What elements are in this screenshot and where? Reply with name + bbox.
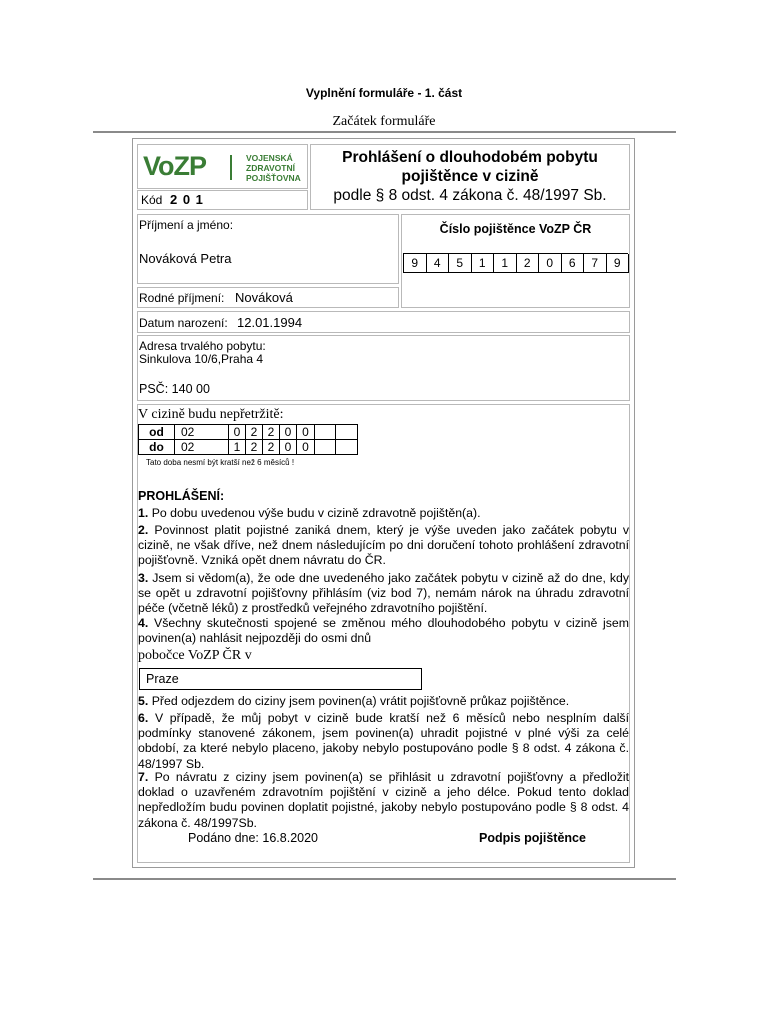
point-number: 5.: [138, 694, 149, 708]
birth-surname-box: [137, 287, 399, 308]
declaration-heading: PROHLÁŠENÍ:: [138, 489, 225, 503]
insured-digit-cell[interactable]: 7: [584, 254, 607, 273]
from-cell[interactable]: 0: [297, 425, 315, 440]
logo-divider: [230, 155, 232, 180]
stay-label: V cizině budu nepřetržitě:: [138, 407, 284, 422]
insured-digit-cell[interactable]: 2: [517, 254, 540, 273]
name-label: Příjmení a jméno:: [139, 218, 234, 232]
insured-digit-cell[interactable]: 0: [539, 254, 562, 273]
section-heading: Vyplnění formuláře - 1. část: [305, 86, 463, 100]
submitted-value[interactable]: 16.8.2020: [262, 831, 318, 845]
to-label: do: [139, 440, 175, 455]
point-number: 2.: [138, 523, 149, 537]
postal-code-value: 140 00: [171, 382, 210, 396]
from-cell[interactable]: [315, 425, 336, 440]
form-title-line1: Prohlášení o dlouhodobém pobytu: [342, 149, 598, 166]
form-title-line2: pojištěnce v cizině: [401, 168, 539, 185]
title-box: [310, 144, 630, 210]
declaration-point-3: [138, 571, 629, 617]
declaration-point-6: [138, 711, 629, 772]
postal-code[interactable]: [139, 382, 210, 396]
form-title-line3: podle § 8 odst. 4 zákona č. 48/1997 Sb.: [333, 187, 607, 204]
insured-number-label: Číslo pojištěnce VoZP ČR: [439, 222, 592, 236]
branch-input[interactable]: [139, 668, 422, 690]
point-number: 7.: [138, 770, 149, 784]
logo-box: [137, 144, 308, 189]
point-number: 1.: [138, 506, 149, 520]
point-number: 4.: [138, 616, 149, 630]
form-start-label: Začátek formuláře: [332, 114, 436, 129]
name-value[interactable]: Nováková Petra: [139, 251, 232, 266]
point-text: Povinnost platit pojistné zaniká dnem, který je výše uveden jako začátek pobytu v cizině, ne však dříve, než dnem následujícím po dni doručení tohoto prohlášení zdravotní pojišťovně. Vzniká opět dnem návratu do ČR.: [138, 523, 629, 568]
bottom-rule: [93, 878, 676, 880]
to-cell[interactable]: 2: [246, 440, 263, 455]
insured-digit-cell[interactable]: 9: [404, 254, 427, 273]
from-cell[interactable]: 2: [263, 425, 280, 440]
address-label: Adresa trvalého pobytu:: [139, 339, 266, 353]
point-text: Před odjezdem do ciziny jsem povinen(a) vrátit pojišťovně průkaz pojištěnce.: [151, 694, 570, 708]
stay-note: Tato doba nesmí být kratší než 6 měsíců !: [146, 458, 295, 467]
branch-label: pobočce VoZP ČR v: [138, 648, 252, 663]
point-text: V případě, že můj pobyt v cizině bude kratší než 6 měsíců nebo nesplním další podmínky stanovené zákonem, jsem povinen(a) uhradit pojistné v plné výši za celé období, za které nebylo placeno, jakoby nebylo postupováno podle § 8 odst. 4 zákona č. 48/1997 Sb.: [138, 711, 629, 771]
birth-surname-value[interactable]: Nováková: [235, 290, 293, 305]
code-box: [137, 190, 308, 210]
code-value: 2 0 1: [170, 192, 204, 207]
from-cell[interactable]: 0: [229, 425, 246, 440]
branch-value: Praze: [146, 672, 179, 686]
vozp-logo: VoZP: [143, 151, 206, 181]
address-box: [137, 335, 630, 401]
declaration-point-4: [138, 616, 629, 646]
point-text: Po dobu uvedenou výše budu v cizině zdravotně pojištěn(a).: [151, 506, 481, 520]
code-label: Kód: [141, 193, 163, 207]
point-number: 3.: [138, 571, 149, 585]
from-cell[interactable]: [336, 425, 358, 440]
declaration-point-2: [138, 523, 629, 569]
point-number: 6.: [138, 711, 149, 725]
stay-table: [138, 424, 358, 455]
birth-date-label: Datum narození:: [139, 316, 228, 330]
to-day[interactable]: 02: [175, 440, 229, 455]
insured-digit-cell[interactable]: 4: [427, 254, 450, 273]
point-text: Jsem si vědom(a), že ode dne uvedeného jako začátek pobytu v cizině až do dne, kdy se opět u zdravotní pojišťovny přihlásím (viz bod 7), nemám nárok na úhradu zdravotní péče (včetně léků) z prostředků veřejného zdravotního pojištění.: [138, 571, 630, 616]
from-label: od: [139, 425, 175, 440]
from-cell[interactable]: 0: [280, 425, 297, 440]
declaration-point-7: [138, 770, 629, 831]
insured-digit-cell[interactable]: 1: [494, 254, 517, 273]
declaration-point-5: [138, 694, 629, 709]
declaration-point-1: [138, 506, 629, 521]
birth-surname-label: Rodné příjmení:: [139, 291, 225, 305]
birth-date-box: [137, 311, 630, 333]
logo-text: VOJENSKÁ ZDRAVOTNÍ POJIŠŤOVNA: [246, 153, 301, 183]
name-box: [137, 214, 399, 284]
point-text: Všechny skutečnosti spojené se změnou mého dlouhodobého pobytu v cizině jsem povinen(a) nahlásit nejpozději do osmi dnů: [138, 616, 629, 646]
to-cell[interactable]: [315, 440, 336, 455]
point-text: Po návratu z ciziny jsem povinen(a) se přihlásit u zdravotní pojišťovny a předložit doklad o uzavřeném zdravotním pojištění v cizině a jeho délce. Pokud tento doklad nepředložím budu povinen doplatit pojistné, jakoby nebylo postupováno podle § 8 odst. 4 zákona č. 48/1997Sb.: [138, 770, 629, 830]
to-cell[interactable]: [336, 440, 358, 455]
insured-digit-cell[interactable]: 6: [562, 254, 585, 273]
to-cell[interactable]: 0: [297, 440, 315, 455]
insured-number-box: [401, 214, 630, 308]
insured-digit-cell[interactable]: 9: [607, 254, 630, 273]
signature-label: Podpis pojištěnce: [479, 831, 586, 845]
top-rule: [93, 131, 676, 133]
submitted-label: Podáno dne:: [188, 831, 259, 845]
to-cell[interactable]: 0: [280, 440, 297, 455]
from-day[interactable]: 02: [175, 425, 229, 440]
birth-date-value[interactable]: 12.01.1994: [237, 315, 303, 330]
insured-number-field[interactable]: [403, 253, 628, 273]
postal-code-label: PSČ:: [139, 382, 169, 396]
insured-digit-cell[interactable]: 1: [472, 254, 495, 273]
insured-digit-cell[interactable]: 5: [449, 254, 472, 273]
to-cell[interactable]: 1: [229, 440, 246, 455]
from-cell[interactable]: 2: [246, 425, 263, 440]
address-street[interactable]: Sinkulova 10/6,Praha 4: [139, 352, 264, 366]
submitted-date: [188, 831, 318, 845]
to-cell[interactable]: 2: [263, 440, 280, 455]
